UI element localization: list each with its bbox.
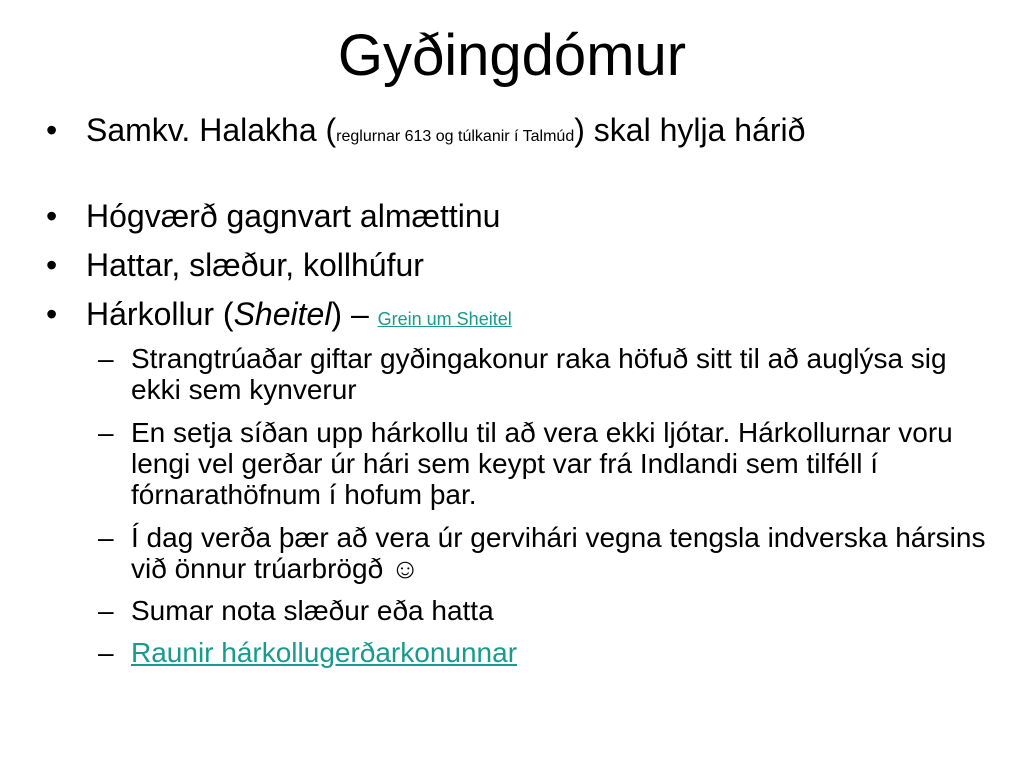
bullet-marker: • xyxy=(46,198,58,234)
bullet-marker: • xyxy=(46,296,58,332)
bullet-harkollur xyxy=(46,296,986,336)
bullet-italic-term: Sheitel xyxy=(233,296,332,332)
bullet-halakha xyxy=(46,112,986,154)
bullet-text: ) – xyxy=(331,296,378,332)
raunir-link[interactable]: Raunir hárkollugerðarkonunnar xyxy=(131,637,518,668)
dash-marker: – xyxy=(98,522,114,553)
sub-bullet-text: Í dag verða þær að vera úr gervihári vegna tengsla indverska hársins við önnur trúarbrögð ☺ xyxy=(131,522,986,584)
sub-bullet-gervihar xyxy=(98,522,991,584)
sub-bullet-strangtruadar xyxy=(98,343,991,405)
bullet-text: ) skal hylja hárið xyxy=(574,112,806,148)
sub-bullet-raunir xyxy=(98,637,991,668)
sub-bullet-harkollur-indland xyxy=(98,417,991,510)
sub-bullet-text: En setja síðan upp hárkollu til að vera ekki ljótar. Hárkollurnar voru lengi vel gerðar úr hári sem keypt var frá Indlandi sem tilféll í fórnarathöfnum í hofum þar. xyxy=(131,417,953,510)
bullet-marker: • xyxy=(46,247,58,283)
bullet-small-note: reglurnar 613 og túlkanir í Talmúd xyxy=(336,128,575,145)
bullet-text: Samkv. Halakha ( xyxy=(86,112,337,148)
bullet-marker: • xyxy=(46,112,58,148)
dash-marker: – xyxy=(98,595,114,626)
grein-um-sheitel-link[interactable]: Grein um Sheitel xyxy=(377,309,512,329)
bullet-hattar xyxy=(46,247,986,283)
bullet-text: Hattar, slæður, kollhúfur xyxy=(86,247,424,283)
slide-title: Gyðingdómur xyxy=(337,23,687,88)
sub-bullet-text: Sumar nota slæður eða hatta xyxy=(131,595,494,626)
bullet-text: Hárkollur ( xyxy=(86,296,234,332)
sub-bullet-slaedur xyxy=(98,595,991,626)
bullet-text: Hógværð gagnvart almættinu xyxy=(86,198,501,234)
sub-bullet-text: Strangtrúaðar giftar gyðingakonur raka höfuð sitt til að auglýsa sig ekki sem kynverur xyxy=(131,343,947,405)
bullet-hogvaerd xyxy=(46,198,986,234)
dash-marker: – xyxy=(98,343,114,374)
dash-marker: – xyxy=(98,417,114,448)
dash-marker: – xyxy=(98,637,114,668)
